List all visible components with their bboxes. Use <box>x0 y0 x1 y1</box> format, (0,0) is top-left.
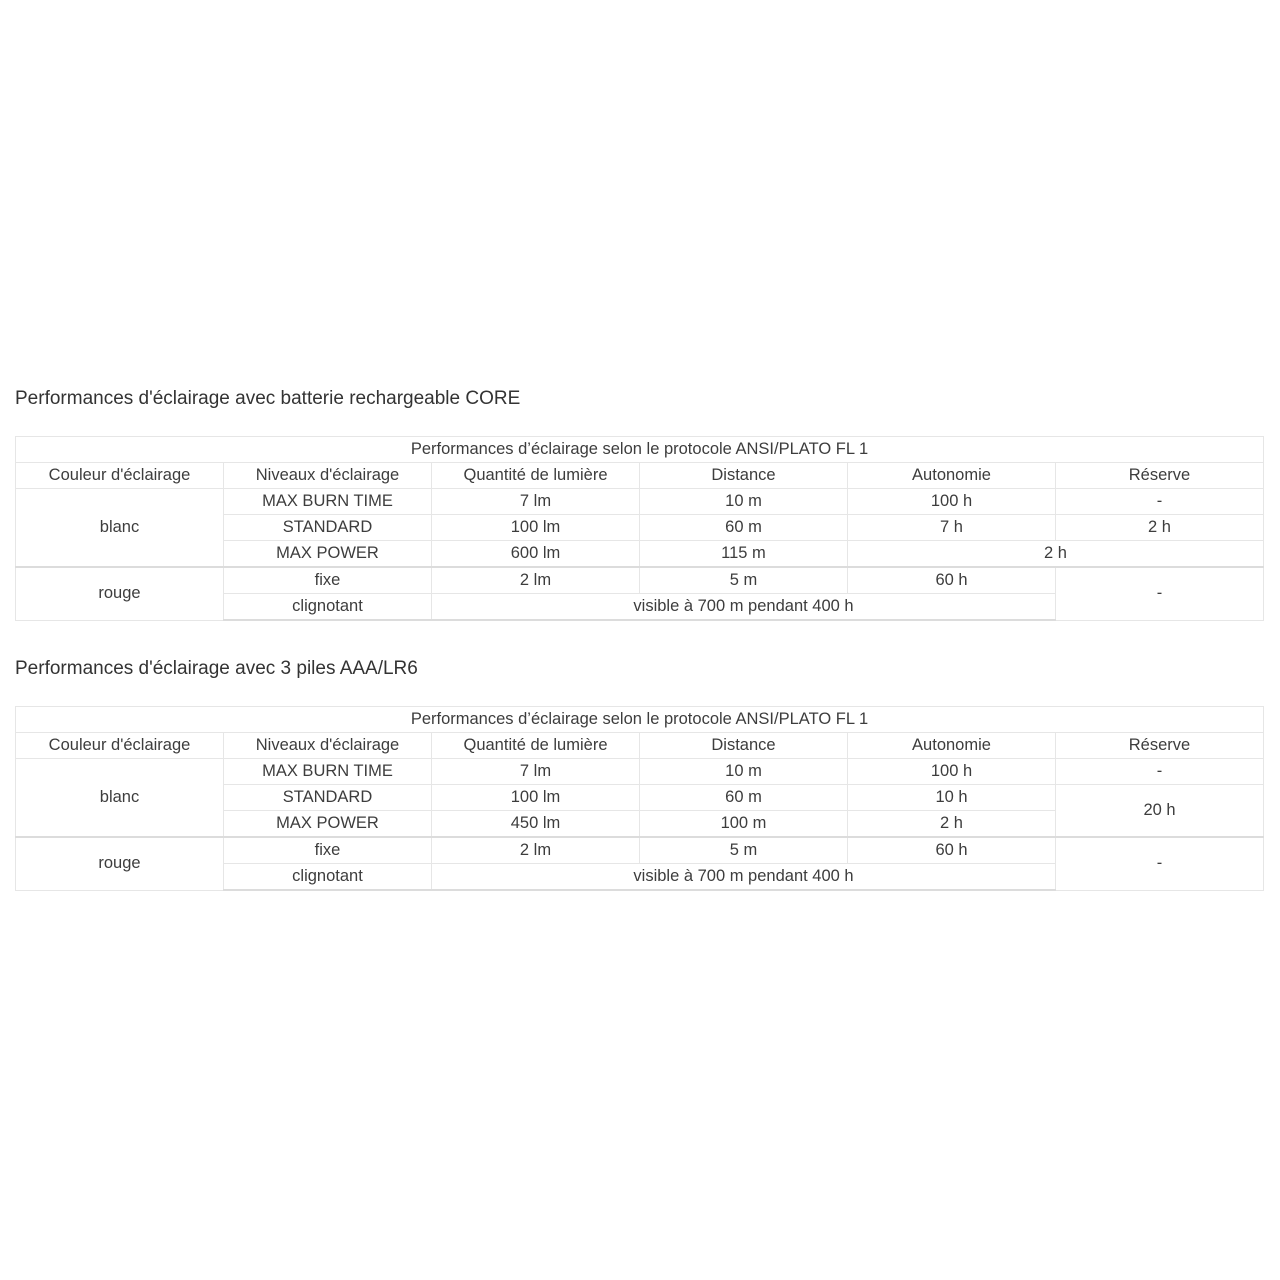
autonomy-cell: 60 h <box>848 837 1056 864</box>
distance-cell: 100 m <box>640 811 848 838</box>
distance-cell: 10 m <box>640 759 848 785</box>
level-cell: clignotant <box>224 594 432 621</box>
distance-cell: 5 m <box>640 837 848 864</box>
distance-cell: 60 m <box>640 785 848 811</box>
color-red-cell: rouge <box>16 837 224 890</box>
blink-info-cell: visible à 700 m pendant 400 h <box>432 864 1056 891</box>
level-cell: MAX POWER <box>224 811 432 838</box>
reserve-cell: - <box>1056 837 1264 890</box>
header-reserve: Réserve <box>1056 463 1264 489</box>
reserve-cell: 20 h <box>1056 785 1264 838</box>
distance-cell: 115 m <box>640 541 848 568</box>
blink-info-cell: visible à 700 m pendant 400 h <box>432 594 1056 621</box>
autonomy-cell: 100 h <box>848 759 1056 785</box>
table-row <box>16 759 1264 785</box>
level-cell: clignotant <box>224 864 432 891</box>
level-cell: STANDARD <box>224 785 432 811</box>
distance-cell: 5 m <box>640 567 848 594</box>
protocol-heading: Performances d’éclairage selon le protocole ANSI/PLATO FL 1 <box>16 707 1264 733</box>
section-title: Performances d'éclairage avec 3 piles AAA/LR6 <box>15 658 418 679</box>
section-core-battery <box>15 386 1263 615</box>
lumens-cell: 7 lm <box>432 759 640 785</box>
autonomy-cell: 2 h <box>848 811 1056 838</box>
header-levels: Niveaux d'éclairage <box>224 733 432 759</box>
level-cell: fixe <box>224 567 432 594</box>
header-row <box>16 733 1264 759</box>
autonomy-reserve-cell: 2 h <box>848 541 1264 568</box>
reserve-cell: - <box>1056 489 1264 515</box>
performance-table-aaa <box>15 706 1264 891</box>
header-color: Couleur d'éclairage <box>16 733 224 759</box>
reserve-cell: - <box>1056 759 1264 785</box>
autonomy-cell: 10 h <box>848 785 1056 811</box>
autonomy-cell: 7 h <box>848 515 1056 541</box>
distance-cell: 10 m <box>640 489 848 515</box>
header-distance: Distance <box>640 463 848 489</box>
section-aaa-batteries <box>15 656 1263 885</box>
lumens-cell: 100 lm <box>432 785 640 811</box>
distance-cell: 60 m <box>640 515 848 541</box>
header-levels: Niveaux d'éclairage <box>224 463 432 489</box>
lumens-cell: 450 lm <box>432 811 640 838</box>
color-white-cell: blanc <box>16 759 224 838</box>
lumens-cell: 600 lm <box>432 541 640 568</box>
color-red-cell: rouge <box>16 567 224 620</box>
protocol-row <box>16 437 1264 463</box>
table-row <box>16 567 1264 594</box>
color-white-cell: blanc <box>16 489 224 568</box>
table-row <box>16 837 1264 864</box>
section-title: Performances d'éclairage avec batterie rechargeable CORE <box>15 388 521 409</box>
protocol-heading: Performances d’éclairage selon le protocole ANSI/PLATO FL 1 <box>16 437 1264 463</box>
lumens-cell: 2 lm <box>432 837 640 864</box>
header-autonomy: Autonomie <box>848 463 1056 489</box>
header-distance: Distance <box>640 733 848 759</box>
protocol-row <box>16 707 1264 733</box>
lumens-cell: 2 lm <box>432 567 640 594</box>
header-lumens: Quantité de lumière <box>432 463 640 489</box>
header-row <box>16 463 1264 489</box>
header-reserve: Réserve <box>1056 733 1264 759</box>
reserve-cell: 2 h <box>1056 515 1264 541</box>
table-row <box>16 489 1264 515</box>
lumens-cell: 100 lm <box>432 515 640 541</box>
performance-table-core <box>15 436 1264 621</box>
autonomy-cell: 60 h <box>848 567 1056 594</box>
level-cell: MAX BURN TIME <box>224 759 432 785</box>
reserve-cell: - <box>1056 567 1264 620</box>
autonomy-cell: 100 h <box>848 489 1056 515</box>
header-color: Couleur d'éclairage <box>16 463 224 489</box>
level-cell: MAX BURN TIME <box>224 489 432 515</box>
lumens-cell: 7 lm <box>432 489 640 515</box>
level-cell: STANDARD <box>224 515 432 541</box>
header-autonomy: Autonomie <box>848 733 1056 759</box>
header-lumens: Quantité de lumière <box>432 733 640 759</box>
level-cell: fixe <box>224 837 432 864</box>
level-cell: MAX POWER <box>224 541 432 568</box>
